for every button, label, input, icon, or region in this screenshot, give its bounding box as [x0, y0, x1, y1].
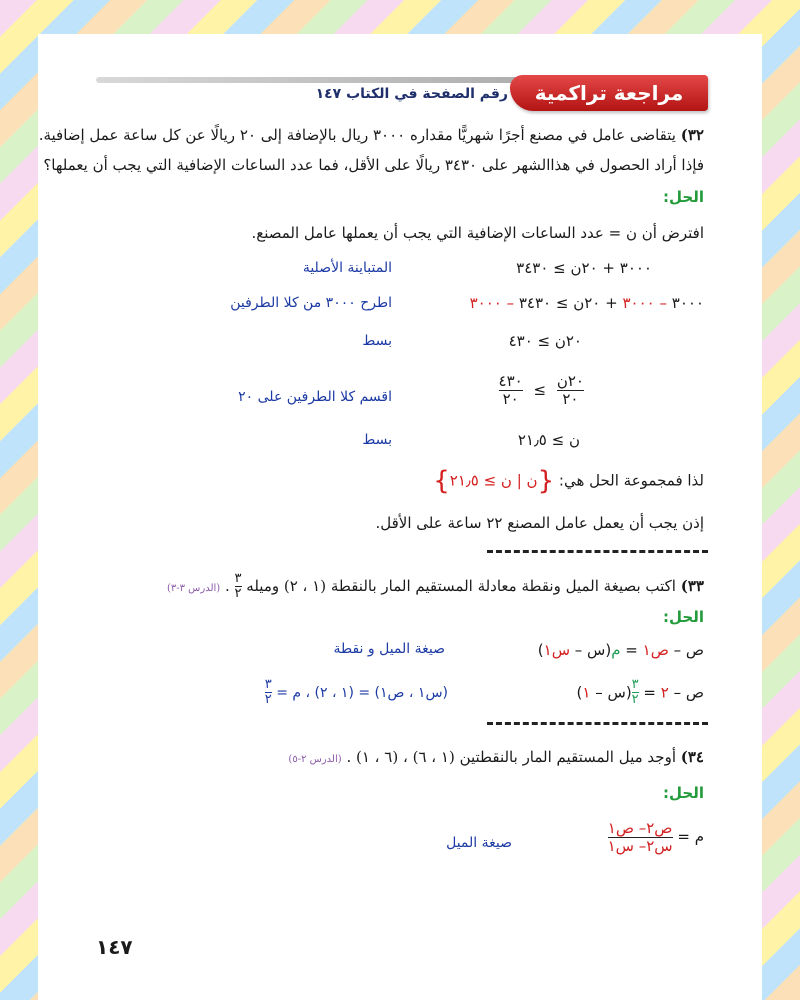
- q32-text-2: فإذا أراد الحصول في هذاالشهر على ٣٤٣٠ ريالًا على الأقل، فما عدد الساعات الإضافية التي يجب أن يعملها؟: [43, 156, 704, 174]
- q32-assumption: افترض أن ن = عدد الساعات الإضافية التي يجب أن يعملها عامل المصنع.: [251, 224, 704, 242]
- q32-step2-part-b: – ٣٠٠٠: [622, 294, 667, 312]
- q34-line: [288, 748, 704, 766]
- q32-step2-part-d: – ٣٠٠٠: [469, 294, 515, 312]
- q33-lesson-ref: (الدرس ٣-٣): [166, 582, 221, 594]
- q34-slope-note: صيغة الميل: [446, 835, 512, 851]
- page-reference: رقم الصفحة في الكتاب ١٤٧: [315, 86, 508, 102]
- q33-formula-eq: =: [620, 641, 643, 659]
- q33-formula-m: م: [611, 641, 621, 659]
- q33-text: اكتب بصيغة الميل ونقطة معادلة المستقيم المار بالنقطة (١ ، ٢) وميله: [246, 576, 676, 595]
- q32-step2-note: اطرح ٣٠٠٠ من كلا الطرفين: [230, 295, 392, 311]
- q32-number: ٣٢): [680, 126, 704, 144]
- page-number: ١٤٧: [96, 935, 133, 959]
- separator-dashed-1: [487, 550, 708, 553]
- q33-values-den: ٢: [264, 692, 272, 708]
- q34-m-label: م =: [677, 827, 704, 846]
- q34-slope-formula: [608, 820, 704, 854]
- q32-step4-left-num: ٢٠ن: [556, 372, 584, 390]
- q32-step4-right-den: ٢٠: [502, 389, 519, 408]
- solution-set-content: ن | ن ≥ ٢١٫٥: [449, 471, 538, 490]
- q34-slope-num: ص٢– ص١: [607, 819, 673, 837]
- q32-step1-math: ٣٠٠٠ + ٢٠ن ≥ ٣٤٣٠: [516, 259, 652, 277]
- q33-substitution: [577, 678, 704, 708]
- q34-text: أوجد ميل المستقيم المار بالنقطتين (١ ، ٦) ، (٦ ، ١) .: [346, 748, 676, 766]
- q32-step3-math: ٢٠ن ≥ ٤٣٠: [508, 332, 582, 350]
- q32-step5-math: ن ≥ ٢١٫٥: [517, 431, 580, 449]
- q33-formula-x: (س –: [570, 641, 612, 659]
- q32-step5-note: بسط: [362, 432, 392, 448]
- q33-formula-close: ): [537, 641, 544, 659]
- q32-step4-math: [499, 373, 584, 407]
- q32-text-1: يتقاضى عامل في مصنع أجرًا شهريًّا مقداره ٣٠٠٠ ريال بالإضافة إلى ٢٠ ريالًا عن كل ساعة عمل إضافية.: [38, 126, 676, 144]
- section-header: [96, 75, 708, 111]
- q32-step4-left-den: ٢٠: [562, 389, 579, 408]
- q33-slope-num: ٣: [234, 571, 242, 586]
- q34-slope-den: س٢– س١: [607, 836, 673, 855]
- q33-line: ٣٣) اكتب بصيغة الميل ونقطة معادلة المستقيم المار بالنقطة (١ ، ٢) وميله $\frac{٣}{٢}$ . (الدرس ٣-٣): [166, 571, 704, 602]
- q33-formula-x1: س١: [543, 641, 571, 659]
- q33-formula-note: صيغة الميل و نقطة: [333, 641, 445, 657]
- q32-step4-left-fraction: [557, 373, 584, 407]
- q32-step4-note: اقسم كلا الطرفين على ٢٠: [238, 389, 392, 405]
- q32-step3-note: بسط: [362, 333, 392, 349]
- q33-sub-x: (س –: [590, 683, 632, 702]
- q33-sub-slope-den: ٢: [631, 692, 639, 708]
- q32-step2-math: [470, 294, 704, 312]
- q33-sub-x1: ١: [582, 683, 591, 702]
- q33-number: ٣٣): [680, 576, 704, 595]
- set-open-brace: {: [537, 466, 555, 496]
- section-title: مراجعة تراكمية: [510, 75, 708, 111]
- q32-step4-right-num: ٤٣٠: [498, 372, 523, 390]
- q33-slope-fraction: [235, 572, 242, 602]
- q33-sub-slope: [632, 678, 639, 708]
- q34-slope-fraction: [608, 820, 673, 854]
- q32-solution-set: [433, 466, 704, 496]
- q33-sub-slope-num: ٣: [631, 677, 639, 692]
- q32-step2-part-c: + ٢٠ن ≥ ٣٤٣٠: [514, 294, 623, 312]
- q33-values-slope: [265, 678, 272, 708]
- q33-values-text: (س١ ، ص١) = (١ ، ٢) ، م =: [276, 684, 448, 701]
- q32-step1-note: المتباينة الأصلية: [302, 260, 392, 276]
- q34-number: ٣٤): [680, 748, 704, 766]
- solution-set-label: لذا فمجموعة الحل هي:: [558, 471, 704, 490]
- q33-sub-y: ص –: [668, 683, 704, 702]
- q33-values-num: ٣: [264, 677, 272, 692]
- q33-sub-y1: ٢: [660, 683, 669, 702]
- q33-formula-y1: ص١: [642, 641, 669, 659]
- q32-step4-relation: ≥: [533, 380, 547, 399]
- set-close-brace: }: [433, 466, 450, 496]
- q33-slope-den: ٢: [234, 586, 242, 602]
- separator-dashed-2: [487, 722, 708, 725]
- q34-lesson-ref: (الدرس ٢-٥): [288, 754, 342, 765]
- q33-values: [265, 678, 448, 708]
- q33-sub-eq: =: [638, 683, 661, 702]
- q33-sub-close: ): [576, 683, 583, 702]
- q33-formula: [538, 641, 704, 659]
- q32-solution-label: الحل:: [663, 188, 704, 206]
- q32-step2-part-a: ٣٠٠٠: [666, 294, 704, 312]
- q34-solution-label: الحل:: [663, 784, 704, 802]
- q32-step4-right-fraction: [499, 373, 523, 407]
- q33-formula-y: ص –: [668, 641, 704, 659]
- q32-line1: [39, 126, 704, 144]
- q33-solution-label: الحل:: [663, 608, 704, 626]
- q32-conclusion: إذن يجب أن يعمل عامل المصنع ٢٢ ساعة على الأقل.: [375, 514, 704, 532]
